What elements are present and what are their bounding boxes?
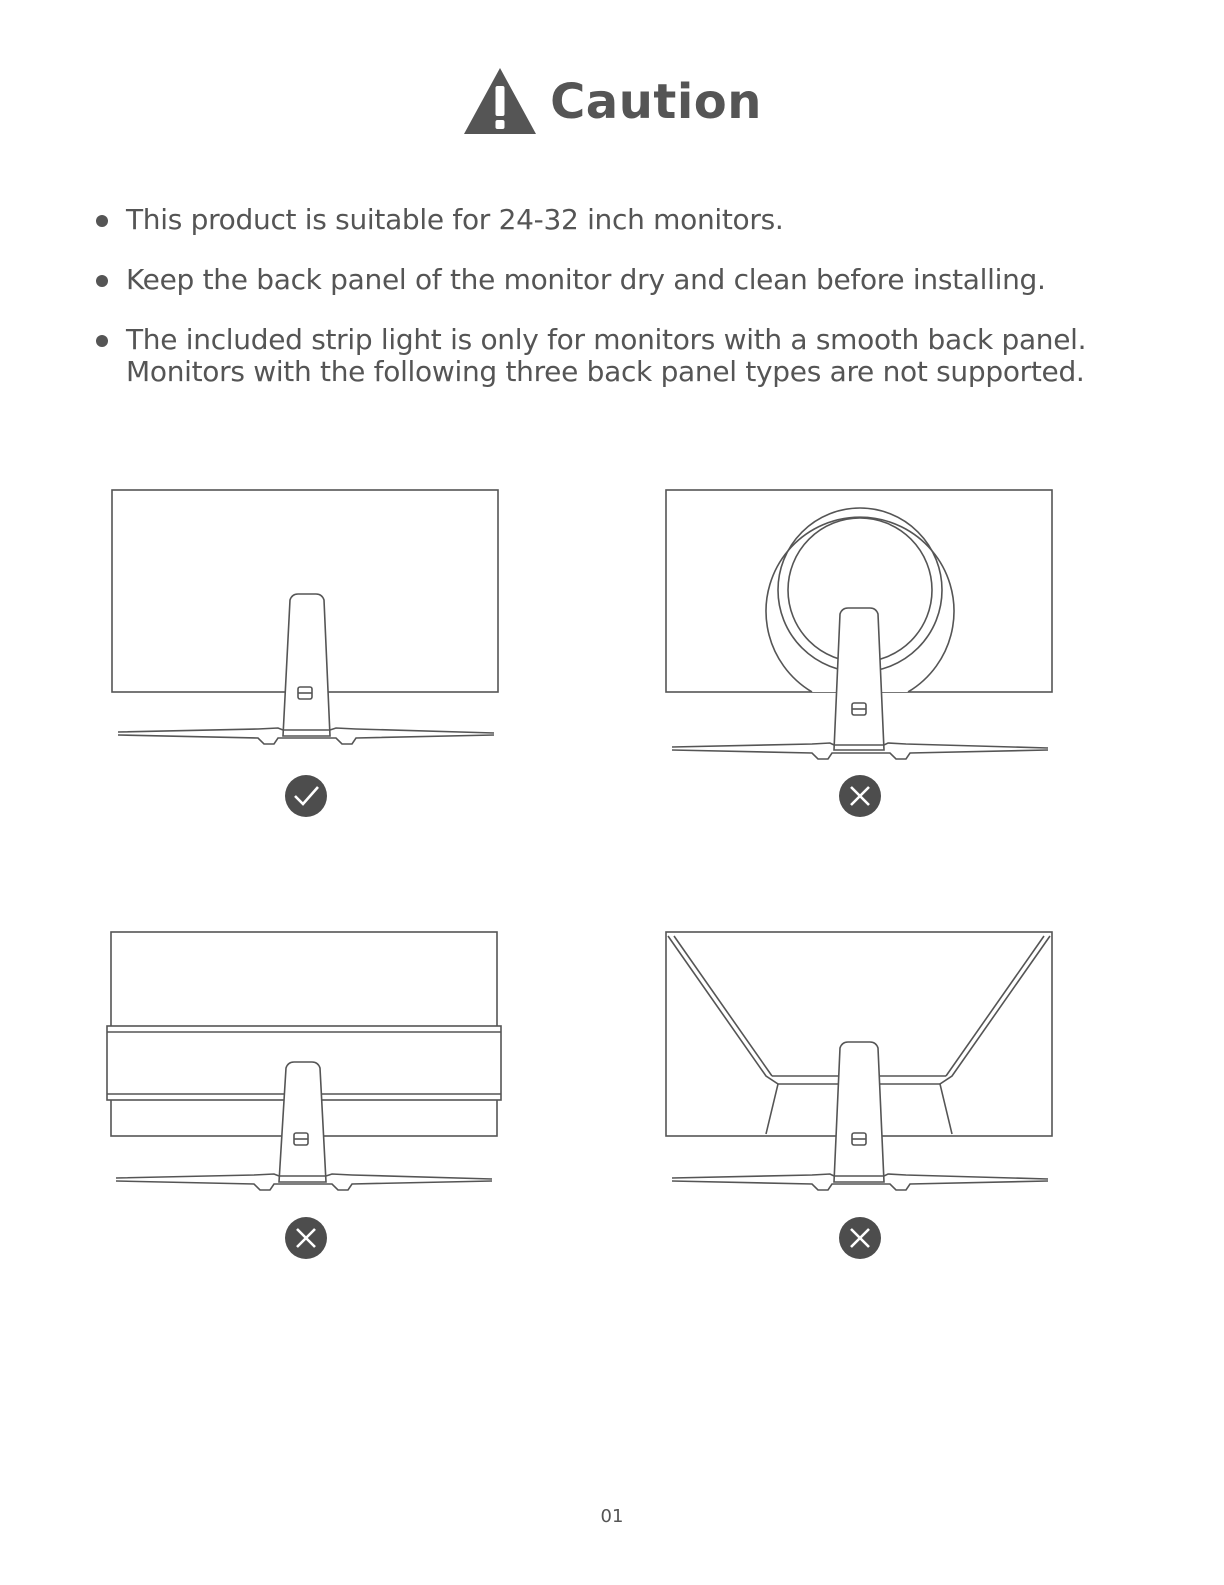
figure-smooth-back-panel: [108, 486, 508, 846]
x-circle-icon: [285, 1217, 327, 1259]
x-circle-icon: [839, 1217, 881, 1259]
list-item: [96, 264, 1156, 296]
monitor-band-illustration: [104, 928, 504, 1268]
caution-heading: [0, 68, 1224, 136]
bullet-dot: [96, 335, 108, 347]
bullet-text: The included strip light is only for monitors with a smooth back panel.: [126, 323, 1087, 356]
figure-round-bulge-back-panel: [662, 486, 1062, 846]
monitor-smooth-illustration: [108, 486, 508, 826]
bullet-dot: [96, 275, 108, 287]
bullet-text: Keep the back panel of the monitor dry and clean before installing.: [126, 263, 1046, 296]
figure-angled-bevel-back-panel: [662, 928, 1062, 1288]
figure-protruding-band-back-panel: [104, 928, 504, 1288]
page-number: 01: [600, 1506, 624, 1527]
list-item: [96, 204, 1156, 236]
page-title: Caution: [550, 74, 762, 130]
caution-list: [96, 204, 1156, 416]
monitor-round-bulge-illustration: [662, 486, 1062, 826]
bullet-text: This product is suitable for 24-32 inch monitors.: [126, 203, 784, 236]
monitor-bevel-illustration: [662, 928, 1062, 1268]
check-circle-icon: [285, 775, 327, 817]
x-circle-icon: [839, 775, 881, 817]
warning-icon: [462, 66, 538, 136]
bullet-dot: [96, 215, 108, 227]
bullet-text-continuation: Monitors with the following three back panel types are not supported.: [126, 355, 1085, 388]
list-item: [96, 324, 1156, 388]
